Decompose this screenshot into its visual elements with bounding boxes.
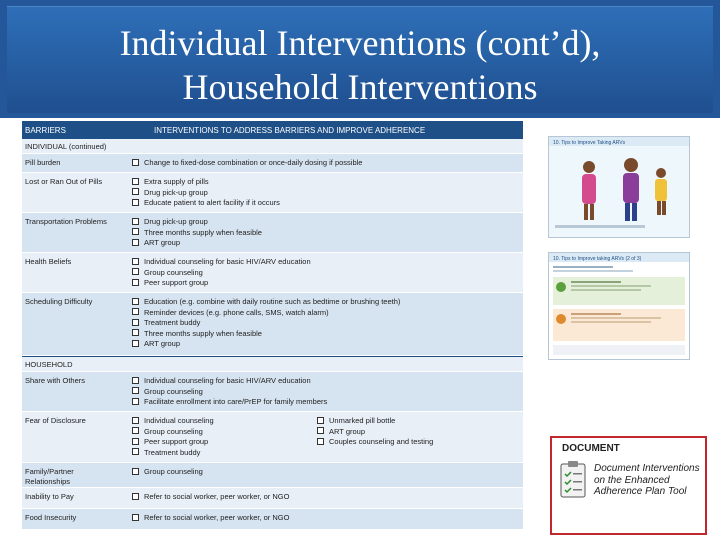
intervention-list [132,492,289,503]
intervention-text: Peer support group [144,437,209,446]
intervention-item [132,257,311,268]
individual-rows [22,154,523,356]
intervention-text: Refer to social worker, peer worker, or NGO [144,492,290,501]
intervention-item [132,329,400,340]
intervention-item [132,467,203,478]
table-row [22,463,523,488]
intervention-text: Individual counseling [144,416,214,425]
checkbox-icon [317,427,324,434]
intervention-item [132,268,311,279]
intervention-list [132,217,262,249]
intervention-item [132,308,400,319]
table-row [22,173,523,213]
checkbox-icon [132,448,139,455]
intervention-list [132,376,327,408]
barriers-column-header: BARRIERS [25,126,66,135]
intervention-text: Individual counseling for basic HIV/ARV education [144,376,311,385]
intervention-text: ART group [144,238,180,247]
intervention-item [132,198,280,209]
intervention-item [132,188,280,199]
tips-poster-image [549,137,689,237]
intervention-item [132,158,362,169]
intervention-item [132,416,214,427]
intervention-text: Three months supply when feasible [144,227,262,237]
intervention-item [132,228,262,239]
intervention-item [132,448,214,459]
checkbox-icon [132,319,139,326]
intervention-item [132,339,400,350]
intervention-item [132,217,262,228]
intervention-text: ART group [329,426,365,436]
intervention-text: Change to fixed-dose combination or once-daily dosing if possible [144,158,363,167]
intervention-item [132,376,327,387]
table-row [22,488,523,509]
checkbox-icon [132,308,139,315]
intervention-list [132,416,214,458]
document-callout [550,436,707,535]
intervention-item [132,278,311,289]
table-row [22,412,523,463]
tips-poster-thumbnail [548,136,690,238]
barrier-label: Fear of Disclosure [25,416,86,425]
table-row [22,372,523,412]
tips-document-title: 10. Tips to Improve taking ARVs (2 of 3) [553,256,642,262]
intervention-text: Group counseling [144,267,203,277]
checkbox-icon [132,199,139,206]
checkbox-icon [132,329,139,336]
intervention-item [317,427,433,438]
intervention-text: Reminder devices (e.g. phone calls, SMS, watch alarm) [144,307,329,317]
document-text: Document Interventions on the Enhanced Adherence Plan Tool [594,463,700,497]
document-heading: DOCUMENT [562,443,620,454]
section-household [22,356,523,372]
intervention-text: Three months supply when feasible [144,328,262,338]
section-individual [22,139,523,154]
intervention-text: Drug pick-up group [144,217,208,226]
intervention-list [132,257,311,289]
checkbox-icon [132,188,139,195]
checkbox-icon [132,398,139,405]
tips-document-image [549,253,689,359]
intervention-text: Group counseling [144,386,203,396]
table-row [22,509,523,530]
interventions-table [22,121,523,530]
section-individual-label: INDIVIDUAL (continued) [25,142,107,151]
table-row [22,213,523,253]
intervention-list [132,158,362,169]
barrier-label: Food Insecurity [25,513,77,522]
checkbox-icon [132,340,139,347]
checkbox-icon [132,427,139,434]
checkbox-icon [132,228,139,235]
intervention-item [132,513,289,524]
barrier-label: Family/Partner Relationships [25,467,74,486]
checkbox-icon [132,298,139,305]
intervention-list [317,416,433,448]
checkbox-icon [317,438,324,445]
checkbox-icon [132,377,139,384]
checkbox-icon [317,417,324,424]
table-header [22,121,523,139]
checkbox-icon [132,239,139,246]
barrier-label: Scheduling Difficulty [25,297,93,306]
checkbox-icon [132,178,139,185]
intervention-text: Extra supply of pills [144,177,209,186]
tips-poster-title: 10. Tips to Improve Taking ARVs [553,140,626,146]
intervention-text: Facilitate enrollment into care/PrEP for family members [144,397,328,406]
table-row [22,154,523,173]
section-household-label: HOUSEHOLD [25,360,73,369]
barrier-label: Transportation Problems [25,217,107,226]
barrier-label: Inability to Pay [25,492,74,501]
intervention-item [317,416,433,427]
checkbox-icon [132,468,139,475]
slide-title-line2: Household Interventions [182,67,538,107]
intervention-text: Individual counseling for basic HIV/ARV education [144,257,311,266]
intervention-text: Group counseling [144,426,203,436]
intervention-item [132,177,280,188]
intervention-item [132,297,400,308]
intervention-list [132,467,203,478]
slide-title-line1: Individual Interventions (cont’d), [119,23,601,63]
intervention-item [132,318,400,329]
tips-document-thumbnail [548,252,690,360]
barrier-label: Lost or Ran Out of Pills [25,177,103,186]
intervention-text: ART group [144,339,180,348]
table-row [22,293,523,356]
intervention-text: Couples counseling and testing [329,437,434,446]
intervention-text: Peer support group [144,278,209,287]
intervention-item [132,238,262,249]
intervention-list [132,177,280,209]
intervention-item [317,437,433,448]
checkbox-icon [132,417,139,424]
table-row [22,253,523,293]
intervention-text: Treatment buddy [144,318,201,327]
checkbox-icon [132,279,139,286]
intervention-list [132,513,289,524]
household-rows [22,372,523,530]
interventions-column-header: INTERVENTIONS TO ADDRESS BARRIERS AND IMPROVE ADHERENCE [154,126,426,135]
intervention-text: Refer to social worker, peer worker, or NGO [144,513,290,522]
intervention-item [132,427,214,438]
checkbox-icon [132,514,139,521]
intervention-text: Education (e.g. combine with daily routine such as bedtime or brushing teeth) [144,297,401,306]
barrier-label: Pill burden [25,158,61,167]
checkbox-icon [132,268,139,275]
checkbox-icon [132,159,139,166]
intervention-text: Group counseling [144,467,203,476]
checkbox-icon [132,258,139,265]
intervention-item [132,397,327,408]
checkbox-icon [132,493,139,500]
intervention-text: Unmarked pill bottle [329,416,396,425]
intervention-item [132,387,327,398]
barrier-label: Health Beliefs [25,257,72,266]
intervention-text: Educate patient to alert facility if it occurs [144,198,280,207]
intervention-text: Treatment buddy [144,447,201,457]
checkbox-icon [132,387,139,394]
clipboard-icon [558,460,590,500]
intervention-list [132,297,400,350]
checkbox-icon [132,438,139,445]
checkbox-icon [132,218,139,225]
intervention-item [132,492,289,503]
intervention-text: Drug pick-up group [144,187,208,197]
barrier-label: Share with Others [25,376,86,385]
intervention-item [132,437,214,448]
